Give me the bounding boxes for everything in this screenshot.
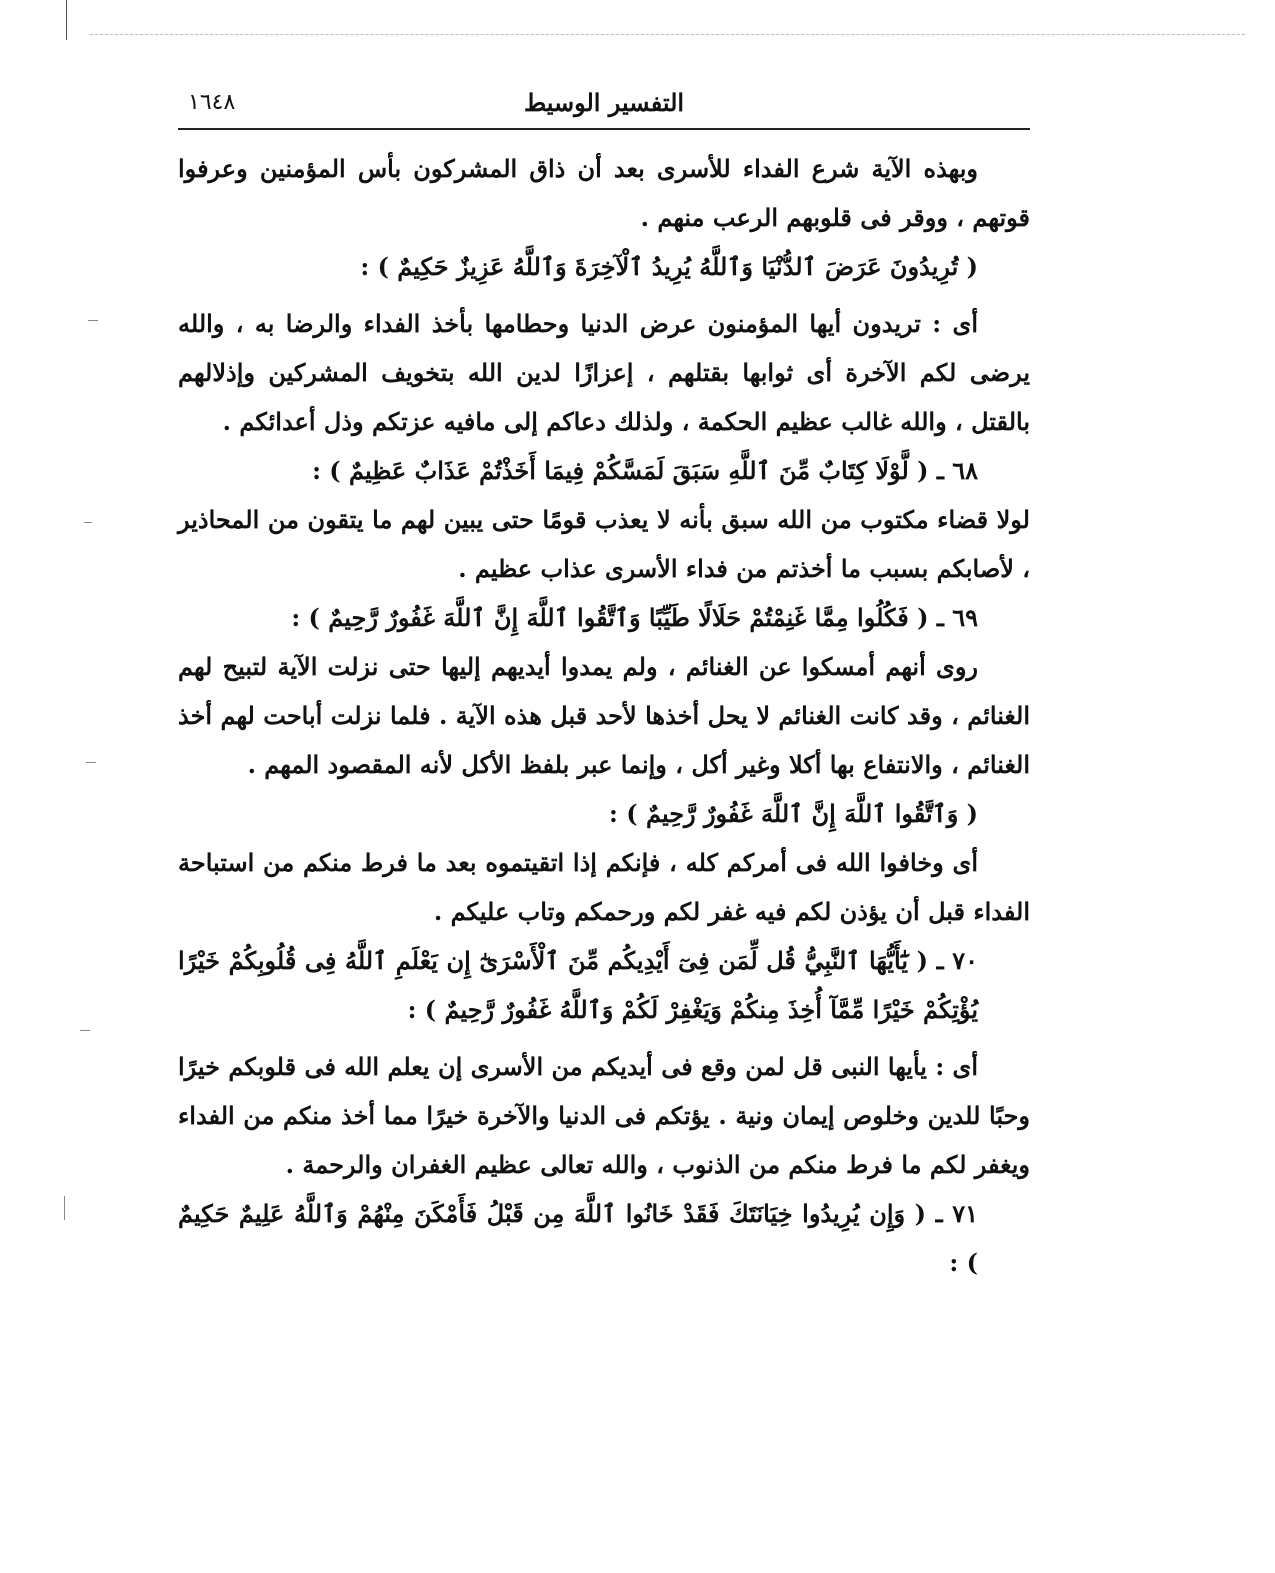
quran-verse: ٦٨ ـ ( لَّوْلَا كِتَابٌ مِّنَ ٱللَّهِ سَبَقَ لَمَسَّكُمْ فِيمَا أَخَذْتُمْ عَذَابٌ عَظِيمٌ ) :: [312, 456, 978, 485]
page-header: [178, 80, 1030, 126]
scan-margin-mark: [86, 762, 96, 763]
book-page: [178, 80, 1030, 1287]
paragraph: وبهذه الآية شرع الفداء للأسرى بعد أن ذاق المشركون بأس المؤمنين وعرفوا قوتهم ، ووقر فى قلوبهم الرعب منهم .: [178, 154, 1030, 232]
paragraph: روى أنهم أمسكوا عن الغنائم ، ولم يمدوا أيديهم إليها حتى نزلت الآية لتبيح لهم الغنائم ، وقد كانت الغنائم لا يحل أخذها لأحد قبل هذه الآية . فلما نزلت أباحت لهم أخذ الغنائم ، والانتفاع بها أكلا وغير أكل ، وإنما عبر بلفظ الأكل لأنه المقصود المهم .: [178, 652, 1030, 779]
scan-edge-line: [66, 0, 67, 40]
scan-margin-mark: [88, 320, 98, 321]
scan-top-edge: [90, 34, 1245, 35]
quran-verse: ( وَٱتَّقُوا ٱللَّهَ إِنَّ ٱللَّهَ غَفُورٌ رَّحِيمٌ ) :: [609, 799, 978, 828]
page-body: [178, 144, 1030, 1287]
paragraph: لولا قضاء مكتوب من الله سبق بأنه لا يعذب قومًا حتى يبين لهم ما يتقون من المحاذير ، لأصابكم بسبب ما أخذتم من فداء الأسرى عذاب عظيم .: [178, 505, 1030, 583]
paragraph: أى وخافوا الله فى أمركم كله ، فإنكم إذا اتقيتموه بعد ما فرط منكم من استباحة الفداء قبل أن يؤذن لكم فيه غفر لكم ورحمكم وتاب عليكم .: [178, 848, 1030, 926]
scan-margin-mark: [80, 1030, 90, 1031]
scan-margin-mark: [64, 1196, 65, 1220]
quran-verse: ٦٩ ـ ( فَكُلُوا مِمَّا غَنِمْتُمْ حَلَالًا طَيِّبًا وَٱتَّقُوا ٱللَّهَ إِنَّ ٱللَّهَ غَفُورٌ رَّحِيمٌ ) :: [291, 603, 978, 632]
quran-verse: ( تُرِيدُونَ عَرَضَ ٱلدُّنْيَا وَٱللَّهُ يُرِيدُ ٱلْآخِرَةَ وَٱللَّهُ عَزِيزٌ حَكِيمٌ ) :: [360, 252, 978, 281]
page-number: ١٦٤٨: [188, 90, 236, 115]
scan-margin-mark: [84, 522, 92, 523]
paragraph: أى : يأيها النبى قل لمن وقع فى أيديكم من الأسرى إن يعلم الله فى قلوبكم خيرًا وحبًا للدين وخلوص إيمان ونية . يؤتكم فى الدنيا والآخرة خيرًا مما أخذ منكم من الفداء ويغفر لكم ما فرط منكم من الذنوب ، والله تعالى عظيم الغفران والرحمة .: [178, 1052, 1030, 1179]
header-rule: [178, 128, 1030, 130]
quran-verse: ٧٠ ـ ( يَٰٓأَيُّهَا ٱلنَّبِيُّ قُل لِّمَن فِىٓ أَيْدِيكُم مِّنَ ٱلْأَسْرَىٰٓ إِن يَعْلَمِ ٱللَّهُ فِى قُلُوبِكُمْ خَيْرًا يُؤْتِكُمْ خَيْرًا مِّمَّآ أُخِذَ مِنكُمْ وَيَغْفِرْ لَكُمْ وَٱللَّهُ غَفُورٌ رَّحِيمٌ ) :: [178, 946, 978, 1024]
paragraph: أى : تريدون أيها المؤمنون عرض الدنيا وحطامها بأخذ الفداء والرضا به ، والله يرضى لكم الآخرة أى ثوابها بقتلهم ، إعزازًا لدين الله بتخويف المشركين وإذلالهم بالقتل ، والله غالب عظيم الحكمة ، ولذلك دعاكم إلى مافيه عزتكم وذل أعدائكم .: [178, 309, 1030, 436]
book-title: التفسير الوسيط: [523, 88, 685, 117]
quran-verse: ٧١ ـ ( وَإِن يُرِيدُوا خِيَانَتَكَ فَقَدْ خَانُوا ٱللَّهَ مِن قَبْلُ فَأَمْكَنَ مِنْهُمْ وَٱللَّهُ عَلِيمٌ حَكِيمٌ ) :: [178, 1199, 979, 1277]
